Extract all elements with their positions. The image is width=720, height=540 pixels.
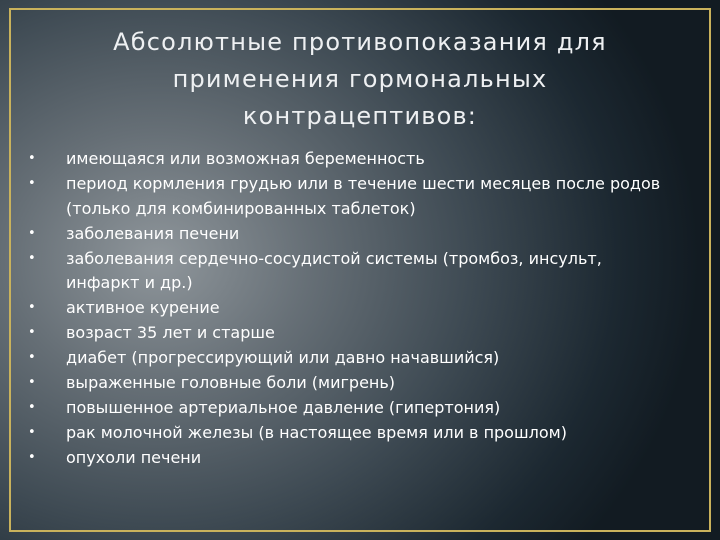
list-item-text: имеющаяся или возможная беременность (66, 149, 425, 168)
list-item (28, 247, 668, 296)
list-item-text: период кормления грудью или в течение шести месяцев после родов (только для комбинированных таблеток) (66, 174, 661, 218)
bullet-icon: • (28, 151, 36, 166)
list-item-text: диабет (прогрессирующий или давно начавшийся) (66, 348, 500, 367)
list-item-text: повышенное артериальное давление (гипертония) (66, 398, 501, 417)
list-item (28, 396, 668, 421)
list-item (28, 346, 668, 371)
bullet-icon: • (28, 176, 36, 191)
list-item (28, 296, 668, 321)
bullet-icon: • (28, 325, 36, 340)
slide-title: Абсолютные противопоказания для применения гормональных контрацептивов: (113, 28, 607, 130)
list-item-text: опухоли печени (66, 448, 202, 467)
bullet-icon: • (28, 300, 36, 315)
bullet-icon: • (28, 450, 36, 465)
list-item-text: возраст 35 лет и старше (66, 323, 275, 342)
list-item (28, 421, 668, 446)
bullet-icon: • (28, 425, 36, 440)
bullet-icon: • (28, 375, 36, 390)
list-item-text: заболевания печени (66, 223, 240, 243)
list-item (28, 371, 668, 396)
bullet-icon: • (28, 350, 36, 365)
list-item (28, 321, 668, 346)
contraindications-list (28, 147, 668, 471)
list-item (28, 172, 668, 221)
list-item (28, 147, 668, 172)
list-item-text: выраженные головные боли (мигрень) (66, 373, 396, 392)
bullet-icon: • (28, 400, 36, 415)
list-item (28, 222, 668, 247)
list-item-text: рак молочной железы (в настоящее время или в прошлом) (66, 423, 567, 442)
list-item (28, 446, 668, 471)
bullet-icon: • (28, 225, 36, 241)
list-item-text: заболевания сердечно-сосудистой системы (тромбоз, инсульт, инфаркт и др.) (66, 248, 602, 292)
list-item-text: активное курение (66, 298, 220, 317)
bullet-icon: • (28, 250, 36, 266)
